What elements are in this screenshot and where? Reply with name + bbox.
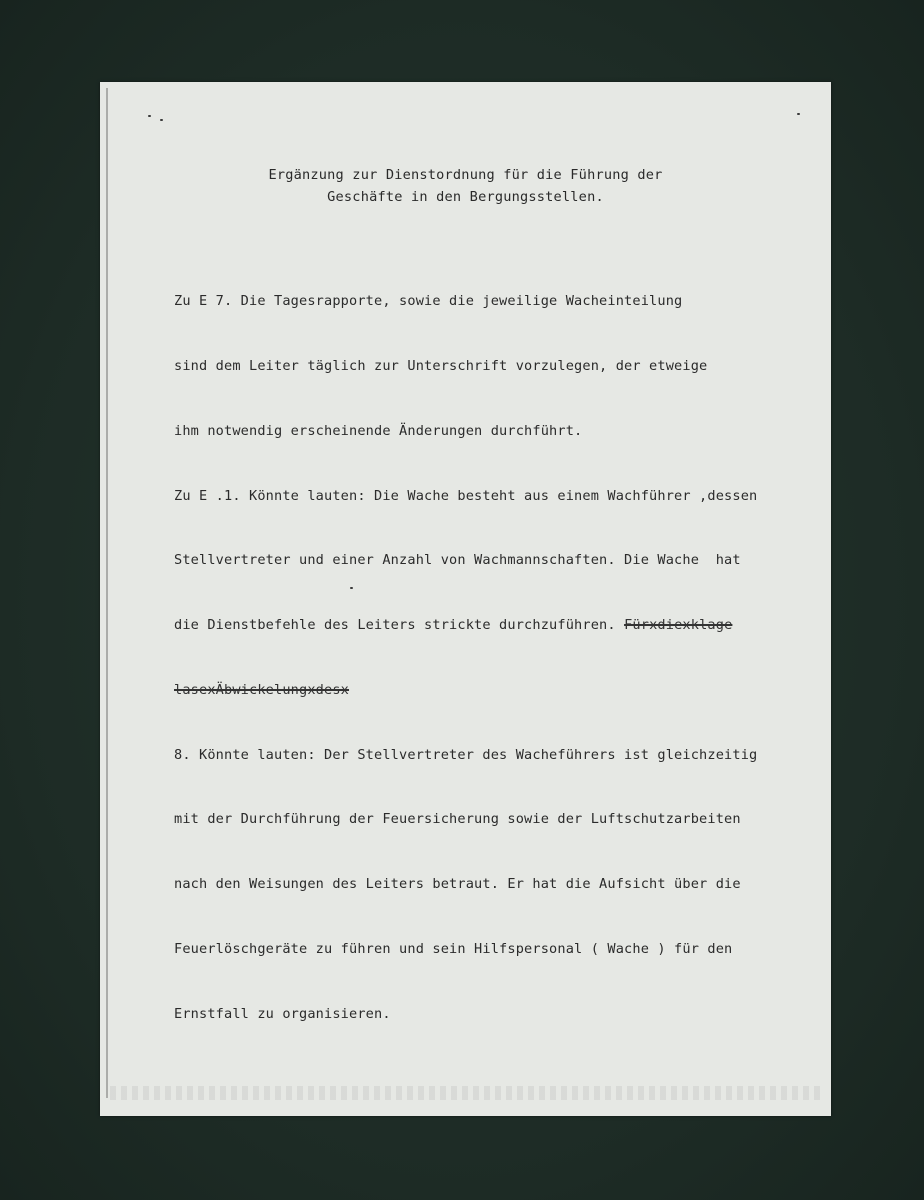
paper-speck [797, 113, 800, 115]
body-line-1: Zu E 7. Die Tagesrapporte, sowie die jeweilige Wacheinteilung [174, 293, 683, 310]
body-line-8: 8. Könnte lauten: Der Stellvertreter des Wacheführers ist gleichzeitig [174, 746, 758, 763]
body-line-11: Feuerlöschgeräte zu führen und sein Hilfspersonal ( Wache ) für den [174, 941, 733, 957]
struck-out-line: lasexÄbwickelungxdesx [174, 681, 350, 698]
body-line-12: Ernstfall zu organisieren. [174, 1005, 391, 1022]
body-line-3: ihm notwendig erscheinende Änderungen durchführt. [174, 422, 583, 439]
body-line-7-struck [174, 680, 824, 702]
body-line-2: sind dem Leiter täglich zur Unterschrift vorzulegen, der etweige [174, 357, 708, 374]
paper-speck [160, 119, 163, 121]
title-line-2: Geschäfte in den Bergungsstellen. [327, 189, 604, 205]
document-page [100, 82, 831, 1116]
paper-speck [350, 587, 353, 589]
body-line-10: nach den Weisungen des Leiters betraut. Er hat die Aufsicht über die [174, 876, 741, 893]
document-title [100, 164, 831, 208]
body-line-9: mit der Durchführung der Feuersicherung sowie der Luftschutzarbeiten [174, 811, 741, 828]
body-line-5: Stellvertreter und einer Anzahl von Wachmannschaften. Die Wache hat [174, 552, 741, 569]
struck-out-text: Fürxdiexklage [624, 617, 733, 634]
body-line-6-text: die Dienstbefehle des Leiters strickte durchzuführen. [174, 617, 616, 634]
document-body [174, 248, 824, 1069]
body-line-6 [174, 615, 824, 637]
paper-speck [148, 115, 151, 117]
body-line-4: Zu E .1. Könnte lauten: Die Wache besteht aus einem Wachführer ,dessen [174, 487, 758, 504]
title-line-1: Ergänzung zur Dienstordnung für die Führung der [268, 167, 663, 183]
